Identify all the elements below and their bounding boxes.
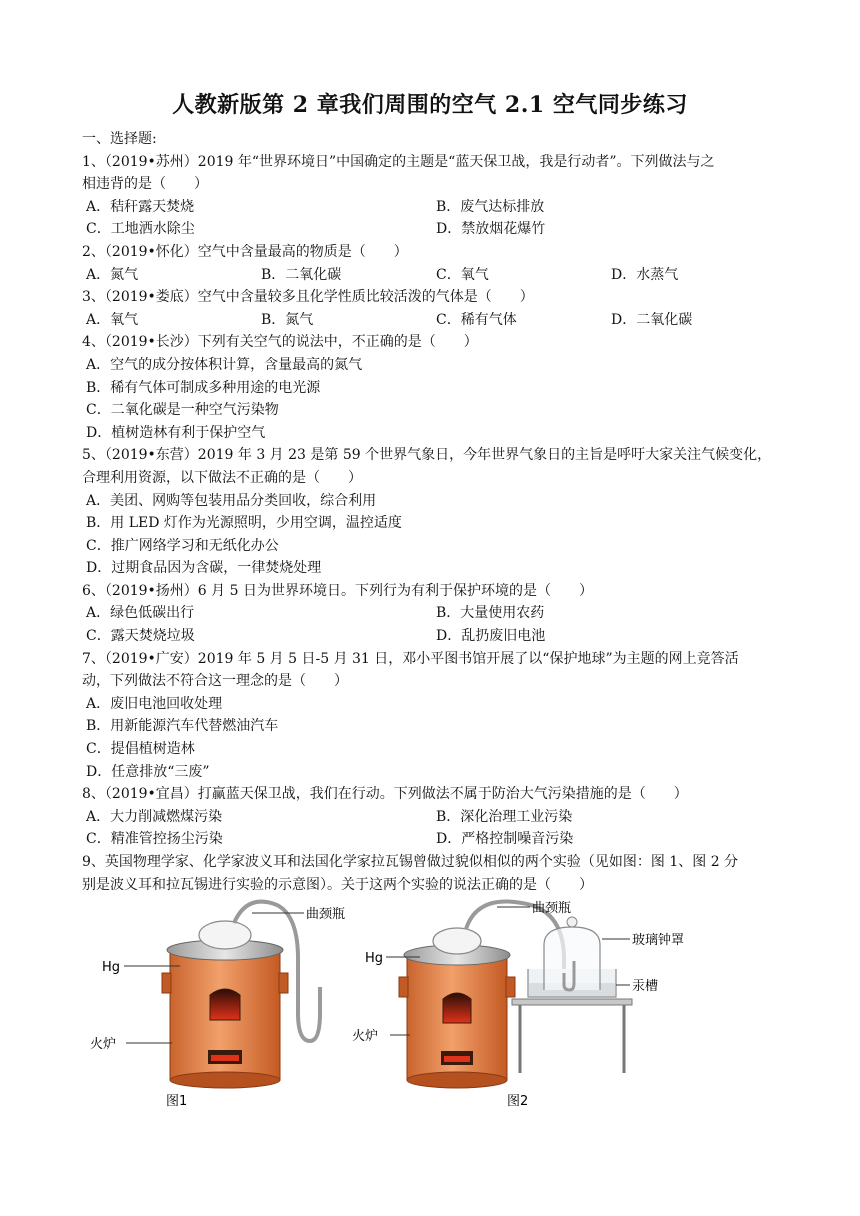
question-stem: 别是波义耳和拉瓦锡进行实验的示意图）。关于这两个实验的说法正确的是（ ） (82, 876, 593, 893)
question-9 (82, 851, 782, 896)
option-c[interactable]: C．推广网络学习和无纸化办公 (86, 537, 279, 554)
option-d[interactable]: D．植树造林有利于保护空气 (86, 424, 266, 441)
u-tube (298, 987, 320, 1041)
option-d[interactable]: D．乱扔废旧电池 (436, 628, 546, 645)
question-stem: 6、（2019•扬州）6 月 5 日为世界环境日。下列行为有利于保护环境的是（ ） (82, 582, 593, 599)
question-stem: 5、（2019•东营）2019 年 3 月 23 是第 59 个世界气象日，今年世界气象日的主旨是呼吁大家关注气候变化， (82, 447, 772, 464)
option-c[interactable]: C．露天焚烧垃圾 (86, 628, 195, 645)
option-d[interactable]: D．过期食品因为含碳，一律焚烧处理 (86, 560, 322, 577)
question-1 (82, 151, 782, 241)
option-d[interactable]: D．禁放烟花爆竹 (436, 221, 546, 238)
question-2 (82, 241, 782, 286)
label-retort-flask: 曲颈瓶 (306, 907, 346, 922)
option-b[interactable]: B．氮气 (261, 311, 314, 328)
label-hg: Hg (365, 951, 384, 966)
option-d[interactable]: D．严格控制噪音污染 (436, 831, 574, 848)
furnace-vent-glow (444, 1056, 470, 1062)
option-a[interactable]: A．氮气 (86, 266, 139, 283)
furnace-handle-right (279, 973, 288, 993)
option-d[interactable]: D．任意排放“三废” (86, 763, 210, 780)
label-retort-flask: 曲颈瓶 (532, 901, 572, 916)
label-hg: Hg (102, 960, 121, 975)
label-furnace: 火炉 (352, 1029, 379, 1044)
figure-1-caption: 图1 (166, 1094, 188, 1109)
option-a[interactable]: A．废旧电池回收处理 (86, 695, 223, 712)
question-8 (82, 783, 782, 851)
question-stem: 7、（2019•广安）2019 年 5 月 5 日-5 月 31 日，邓小平图书馆开展了以“保护地球”为主题的网上竞答活 (82, 650, 739, 667)
option-b[interactable]: B．用新能源汽车代替燃油汽车 (86, 718, 279, 735)
question-stem: 9、英国物理学家、化学家波义耳和法国化学家拉瓦锡曾做过貌似相似的两个实验（见如图：图 1、图 2 分 (82, 854, 739, 870)
option-a[interactable]: A．氧气 (86, 311, 139, 328)
question-stem: 4、（2019•长沙）下列有关空气的说法中，不正确的是（ ） (82, 334, 478, 351)
option-c[interactable]: C．提倡植树造林 (86, 741, 195, 758)
label-bell-jar: 玻璃钟罩 (632, 933, 685, 948)
table-top (512, 999, 632, 1005)
option-b[interactable]: B．二氧化碳 (261, 266, 342, 283)
question-stem: 3、（2019•娄底）空气中含量较多且化学性质比较活泼的气体是（ ） (82, 289, 534, 306)
question-3 (82, 286, 782, 331)
question-6 (82, 580, 782, 648)
option-c[interactable]: C．稀有气体 (436, 311, 517, 328)
option-b[interactable]: B．用 LED 灯作为光源照明，少用空调，温控适度 (86, 515, 402, 532)
furnace-handle-left (162, 973, 171, 993)
option-b[interactable]: B．稀有气体可制成多种用途的电光源 (86, 379, 321, 396)
question-7 (82, 648, 782, 784)
furnace-vent-glow (211, 1055, 239, 1061)
question-5 (82, 444, 782, 580)
option-b[interactable]: B．深化治理工业污染 (436, 808, 573, 825)
option-d[interactable]: D．水蒸气 (611, 266, 679, 283)
experiment-figures (82, 895, 782, 1115)
figure-2 (352, 901, 684, 1109)
option-c[interactable]: C．氧气 (436, 266, 489, 283)
bell-jar (544, 927, 600, 990)
section-heading: 一、选择题: (82, 131, 157, 147)
option-a[interactable]: A．空气的成分按体积计算，含量最高的氮气 (86, 356, 363, 373)
fire-door (210, 989, 240, 1020)
furnace-bottom (407, 1072, 507, 1088)
option-a[interactable]: A．美团、网购等包装用品分类回收，综合利用 (86, 492, 377, 509)
option-c[interactable]: C．二氧化碳是一种空气污染物 (86, 402, 279, 419)
option-c[interactable]: C．精准管控扬尘污染 (86, 831, 223, 848)
option-a[interactable]: A．绿色低碳出行 (86, 605, 195, 622)
fire-door (443, 993, 471, 1023)
option-d[interactable]: D．二氧化碳 (611, 311, 693, 328)
figure-2-caption: 图2 (507, 1094, 529, 1109)
option-b[interactable]: B．大量使用农药 (436, 605, 545, 622)
question-stem: 2、（2019•怀化）空气中含量最高的物质是（ ） (82, 243, 408, 260)
label-furnace: 火炉 (90, 1037, 117, 1052)
question-stem: 动，下列做法不符合这一理念的是（ ） (82, 673, 348, 690)
bell-jar-knob (567, 917, 577, 927)
page-title: 人教新版第 2 章我们周围的空气 2.1 空气同步练习 (172, 92, 688, 118)
question-list (82, 128, 782, 896)
option-a[interactable]: A．大力削减燃煤污染 (86, 808, 223, 825)
question-stem: 8、（2019•宜昌）打赢蓝天保卫战，我们在行动。下列做法不属于防治大气污染措施的是（ ） (82, 786, 688, 803)
furnace-bottom (170, 1072, 280, 1088)
option-b[interactable]: B．废气达标排放 (436, 198, 545, 215)
label-mercury-trough: 汞槽 (632, 979, 659, 994)
question-stem: 相违背的是（ ） (82, 176, 208, 193)
option-a[interactable]: A．秸秆露天焚烧 (86, 198, 195, 215)
retort-bulb (433, 928, 481, 954)
question-stem: 合理利用资源，以下做法不正确的是（ ） (82, 469, 362, 486)
retort-bulb (199, 921, 251, 949)
option-c[interactable]: C．工地洒水除尘 (86, 221, 195, 238)
question-4 (82, 331, 782, 444)
furnace-handle-left (399, 977, 408, 997)
figure-1 (90, 902, 345, 1109)
furnace-handle-right (506, 977, 515, 997)
question-stem: 1、（2019•苏州）2019 年“世界环境日”中国确定的主题是“蓝天保卫战，我是行动者”。下列做法与之 (82, 153, 715, 170)
